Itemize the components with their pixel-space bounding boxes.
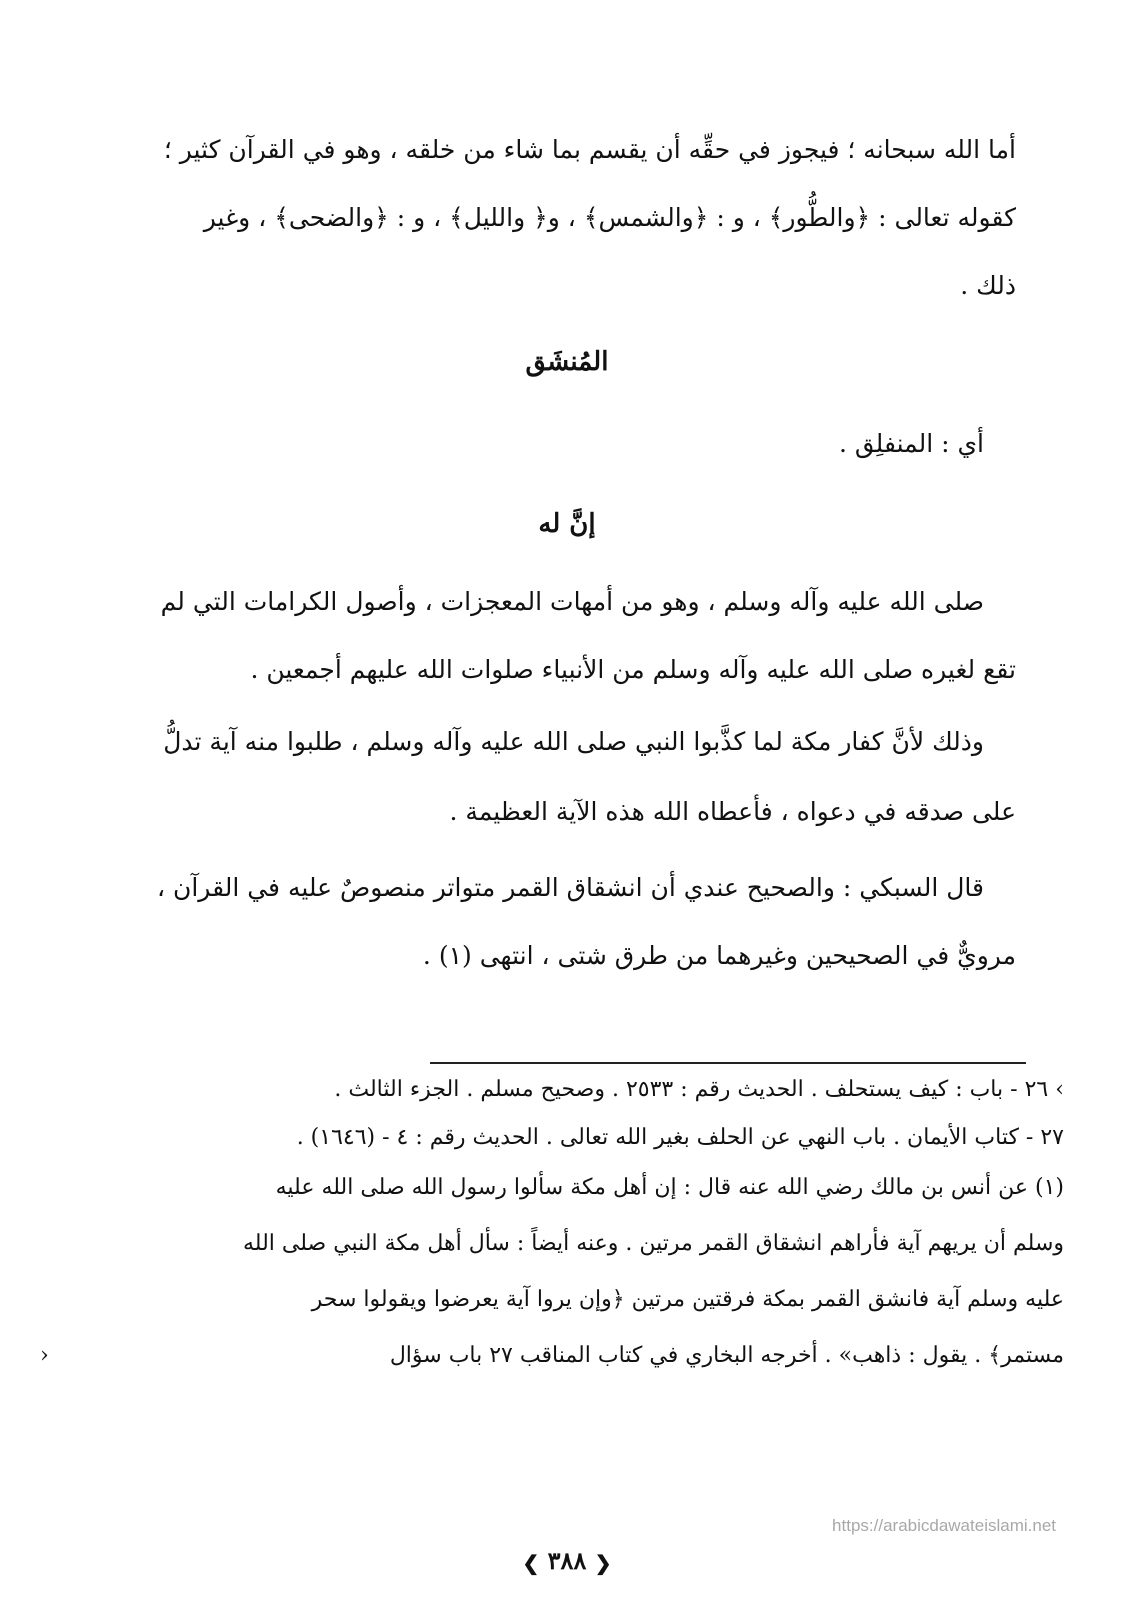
footnote-line: وسلم أن يريهم آية فأراهم انشقاق القمر مرتين . وعنه أيضاً : سأل أهل مكة النبي صلى الله <box>243 1231 1064 1256</box>
footnote-line: › ٢٦ - باب : كيف يستحلف . الحديث رقم : ٢٥٣٣ . وصحيح مسلم . الجزء الثالث . <box>334 1077 1064 1102</box>
body-text-line: كقوله تعالى : ﴿والطُّور﴾ ، و : ﴿والشمس﴾ ، و﴿ والليل﴾ ، و : ﴿والضحى﴾ ، وغير <box>203 203 1016 232</box>
body-text-line: أي : المنفلِق . <box>838 429 984 458</box>
body-text-line: صلى الله عليه وآله وسلم ، وهو من أمهات المعجزات ، وأصول الكرامات التي لم <box>160 587 984 616</box>
footnote-line: عليه وسلم آية فانشق القمر بمكة فرقتين مرتين ﴿وإن يروا آية يعرضوا ويقولوا سحر <box>311 1287 1064 1312</box>
body-text-line: أما الله سبحانه ؛ فيجوز في حقِّه أن يقسم بما شاء من خلقه ، وهو في القرآن كثير ؛ <box>163 135 1016 164</box>
footnote-line: ٢٧ - كتاب الأيمان . باب النهي عن الحلف بغير الله تعالى . الحديث رقم : ٤ - (١٦٤٦) . <box>296 1125 1064 1150</box>
body-text-line: على صدقه في دعواه ، فأعطاه الله هذه الآية العظيمة . <box>449 797 1016 826</box>
footnote-separator <box>430 1062 1026 1064</box>
footnote-line: مستمر﴾ . يقول : ذاهب» . أخرجه البخاري في كتاب المناقب ٢٧ باب سؤال <box>389 1343 1064 1368</box>
footnote-line: (١) عن أنس بن مالك رضي الله عنه قال : إن أهل مكة سألوا رسول الله صلى الله عليه <box>275 1175 1064 1200</box>
page-number <box>0 1546 1134 1575</box>
body-text-line: مرويٌّ في الصحيحين وغيرهما من طرق شتى ، انتهى (١) . <box>422 941 1016 970</box>
watermark-url: https://arabicdawateislami.net <box>832 1516 1056 1535</box>
body-text-line: وذلك لأنَّ كفار مكة لما كذَّبوا النبي صلى الله عليه وآله وسلم ، طلبوا منه آية تدلُّ <box>163 727 984 756</box>
ornament-right-icon: ❯ <box>522 1550 540 1575</box>
body-text-line: ذلك . <box>960 271 1016 300</box>
continuation-mark: › <box>40 1343 49 1368</box>
body-text-line: قال السبكي : والصحيح عندي أن انشقاق القمر متواتر منصوصٌ عليه في القرآن ، <box>156 873 984 902</box>
section-heading: المُنشَق <box>525 347 609 377</box>
body-text-line: تقع لغيره صلى الله عليه وآله وسلم من الأنبياء صلوات الله عليهم أجمعين . <box>250 655 1016 684</box>
section-heading: إنَّ له <box>538 509 596 539</box>
ornament-left-icon: ❮ <box>594 1550 612 1575</box>
page-number-value: ٣٨٨ <box>547 1546 587 1575</box>
